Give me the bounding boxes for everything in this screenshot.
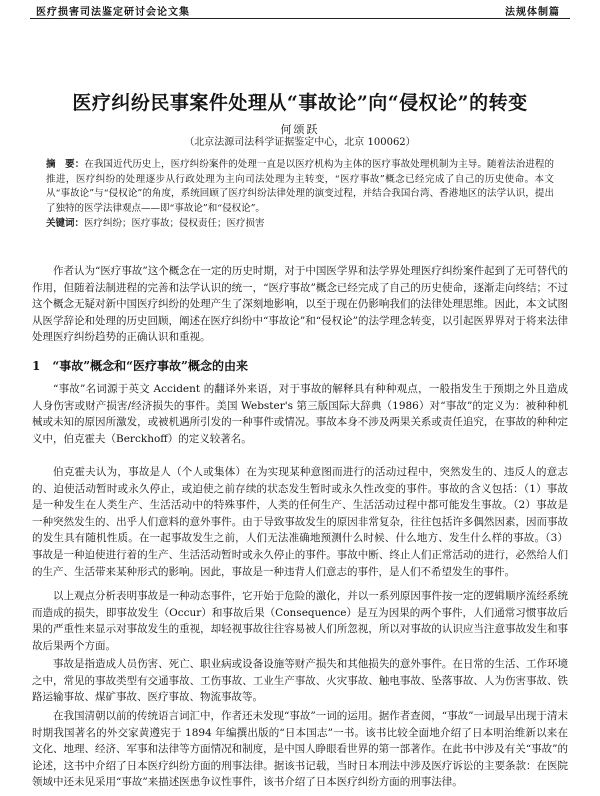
body-paragraph-text: 在我国清朝以前的传统语言词汇中，作者还未发现“事故”一词的运用。据作者查阅，“事故”一词最早出现于清末时期我国著名的外交家黄遵宪于 1894 年编撰出版的“日本国志”一书。该书比较全面地介绍了日本明治维新以来在文化、地理、经济、军事和法律等方面情况和制度，是中国人睁眼看世界的第一部著作。在此书中涉及有关“事故”的论述，这书中介绍了日本医疗纠纷方面的刑事法律。据该书记载，当时日本刑法中涉及医疗诉讼的主要条款：在医院领域中还未见采用“事故”来描述医患争议性事件，该书介绍了日本医疗纠纷方面的刑事法律。 bbox=[32, 710, 568, 789]
section-heading: 1 “事故”概念和“医疗事故”概念的由来 bbox=[32, 359, 248, 373]
body-paragraph bbox=[32, 588, 568, 654]
intro-paragraph-text: 作者认为“医疗事故”这个概念在一定的历史时期，对于中国医学界和法学界处理医疗纠纷案件起到了无可替代的作用，但随着法制进程的完善和法学认识的统一，“医疗事故”概念已经完成了自己的历史使命，逐渐走向终结；不过这个概念无疑对新中国医疗纠纷的处理产生了深刻地影响，以至于现在仍影响我们的法律处理思维。因此，本文试图从医学辞论和处理的历史回顾，阐述在医疗纠纷中“事故论”和“侵权论”的法学理念转变，以引起医界界对于将来法律处理医疗纠纷趋势的正确认识和重视。 bbox=[32, 265, 568, 344]
intro-paragraph bbox=[32, 263, 568, 346]
keywords-text: 医疗纠纷；医疗事故；侵权责任；医疗损害 bbox=[84, 218, 265, 229]
body-paragraph bbox=[32, 381, 568, 447]
abstract-text: 在我国近代历史上，医疗纠纷案件的处理一直是以医疗机构为主体的医疗事故处理机制为主导。随着法治进程的推进，医疗纠纷的处理逐步从行政处理为主向司法处理为主转变，“医疗事故”概念已经完成了自己的历史使命。本文从“事故论”与“侵权论”的角度，系统回顾了医疗纠纷法律处理的演变过程，并结合我国台湾、香港地区的法学认识，提出了独特的医学法律观点——即“事故论”和“侵权论”。 bbox=[46, 159, 554, 214]
header-rule bbox=[30, 18, 570, 19]
body-paragraph-text: 以上观点分析表明事故是一种动态事件，它开始于危险的激化，并以一系列原因事件按一定的逻辑顺序流经系统而造成的损失，即事故发生（Occur）和事故后果（Consequence）是互为因果的两个事件，人们通常习惯事故后果的严重性来显示对事故发生的重视，却轻视事故往往容易被人们所忽视，所以对事故的认识应当注意事故发生和事故后果两个方面。 bbox=[32, 590, 568, 652]
author-affiliation: （北京法源司法科学证据鉴定中心，北京 100062） bbox=[184, 137, 416, 148]
body-paragraph bbox=[32, 464, 568, 580]
abstract bbox=[46, 158, 554, 216]
abstract-label: 摘 要： bbox=[46, 159, 85, 170]
body-paragraph-text: 事故是指造成人员伤害、死亡、职业病或设备设施等财产损失和其他损失的意外事件。在日常的生活、工作环境之中，常见的事故类型有交通事故、工伤事故、工业生产事故、火灾事故、触电事故、坠落事故、人为伤害事故、铁路运输事故、煤矿事故、医疗事故、物流事故等。 bbox=[32, 658, 568, 704]
running-header bbox=[0, 0, 600, 24]
body-paragraph bbox=[32, 656, 568, 706]
keywords bbox=[46, 217, 554, 231]
section-name: 法规体制篇 bbox=[505, 7, 560, 18]
body-paragraph bbox=[32, 708, 568, 791]
keywords-label: 关键词： bbox=[46, 218, 85, 229]
author-name: 何颂跃 bbox=[280, 123, 320, 136]
body-paragraph-text: 伯克霍夫认为，事故是人（个人或集体）在为实现某种意图而进行的活动过程中，突然发生的、违反人的意志的、迫使活动暂时或永久停止，或迫使之前存续的状态发生暂时或永久性改变的事件。事故的含义包括：（1）事故是一种发生在人类生产、生活活动中的特殊事件，人类的任何生产、生活活动过程中都可能发生事故。（2）事故是一种突然发生的、出乎人们意料的意外事件。由于导致事故发生的原因非常复杂，往往包括许多偶然因素，因而事故的发生具有随机性质。在一起事故发生之前，人们无法准确地预测什么时候、什么地方、发生什么样的事故。（3）事故是一种迫使进行着的生产、生活活动暂时或永久停止的事件。事故中断、终止人们正常活动的进行，必然给人们的生产、生活带来某种形式的影响。因此，事故是一种违背人们意志的事件，是人们不希望发生的事件。 bbox=[32, 466, 568, 578]
paper-title: 医疗纠纷民事案件处理从“事故论”向“侵权论”的转变 bbox=[72, 92, 528, 114]
journal-name: 医疗损害司法鉴定研讨会论文集 bbox=[36, 7, 190, 18]
body-paragraph-text: “事故”名词源于英文 Accident 的翻译外来语，对于事故的解释具有种种观点，一般指发生于预期之外且造成人身伤害或财产损害/经济损失的事件。美国 Webster's 第三版国际大辞典（1986）对“事故”的定义为：被种种机械或未知的原因所激发，或被机遇所引发的一种事件或情况。事故本身不涉及两果关系或责任追究，在事故的种种定义中，伯克霍夫（Berckhoff）的定义较著名。 bbox=[32, 383, 568, 445]
